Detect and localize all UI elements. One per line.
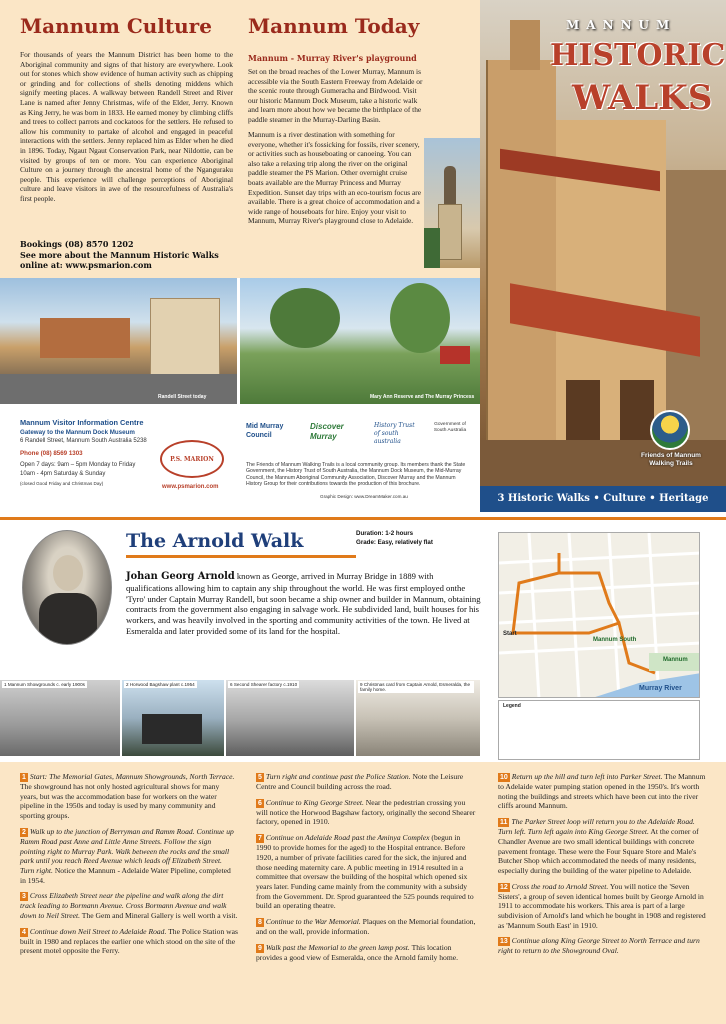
friends-logo-icon xyxy=(650,410,690,450)
photo-caption-4: 9 Christmas card from Captain Arnold, Esmeralda, the family home. xyxy=(358,681,474,693)
psmarion-url[interactable]: www.psmarion.com xyxy=(162,484,219,490)
walk-step-5 xyxy=(256,772,476,792)
step-number: 13 xyxy=(500,938,508,946)
psmarion-logo-text: P.S. MARION xyxy=(170,455,214,463)
step-direction: Start: The Memorial Gates, Mannum Showgrounds, North Terrace. xyxy=(29,772,235,781)
walk-duration: Duration: 1-2 hours xyxy=(356,530,414,537)
title-underline xyxy=(126,555,356,558)
photo-christmas-card xyxy=(356,680,480,756)
step-number: 1 xyxy=(22,774,26,781)
step-direction: Continue down Neil Street to Adelaide Road. xyxy=(29,926,167,936)
photo-showgrounds xyxy=(0,680,120,756)
closed-note: (closed Good Friday and Christmas Day) xyxy=(20,481,104,486)
walk-step-2 xyxy=(20,827,238,886)
step-number: 10 xyxy=(500,774,508,781)
address: 6 Randell Street, Mannum South Australia 5238 xyxy=(20,438,147,444)
walk-step-6 xyxy=(256,798,476,827)
walk-step-8 xyxy=(256,917,476,937)
walk-step-4 xyxy=(20,927,238,956)
walk-step-10 xyxy=(498,772,708,811)
walk-step-7 xyxy=(256,833,476,911)
step-description: This location provides a good view of Esmeralda, once the Arnold family home. xyxy=(256,942,459,962)
map-mannum-south: Mannum South xyxy=(593,637,637,643)
step-direction: Continue to King George Street. xyxy=(265,797,364,807)
info-strip xyxy=(0,404,480,512)
walk-step-13 xyxy=(498,936,708,956)
step-number: 11 xyxy=(500,819,508,827)
cover-word-mannum: MANNUM xyxy=(566,18,677,32)
step-description: The Gem and Mineral Gallery is well worth a visit. xyxy=(80,911,238,921)
today-title: Mannum Today xyxy=(248,14,420,38)
visitor-centre: Mannum Visitor Information Centre xyxy=(20,418,144,427)
step-description: Plaques on the Memorial foundation, and on the wall, provide information. xyxy=(256,917,476,937)
walk-bio xyxy=(126,571,482,637)
today-para1: Set on the broad reaches of the Lower Murray, Mannum is accessible via the South Eastern Freeway from Adelaide or the scenic route through Gumeracha and Birdwood. Visit our historic Mannum Dock Museum, take a historic walk and learn more about how we became the birthplace of the paddle steamer in the Murray-Darling Basin. xyxy=(248,67,423,124)
step-number: 7 xyxy=(258,835,262,843)
randell-caption: Randell Street today xyxy=(158,394,207,400)
culture-body: For thousands of years the Mannum District has been home to the Aboriginal community and signs of that history are everywhere. Look out for stones which show evidence of human activity such as chipping or grinding and for collections of shells denoting middens which signify meeting places. A walkway between Randell Street and River Lane is named after Jenny Christmas, wife of the Elder, Jerry. Known as King Jerry, he was born in 1833. He earned money by climbing cliffs and trees to collect parrots and cockatoos for the settlers. He refused to allow his community to partake of alcohol and engaged in peaceful interactions with the settlers. Jenny replaced him as Elder when he died in 1896. Today, Ngaut Ngaut Conservation Park, near Nildottie, can be visited by groups of ten or more. You can experience Aboriginal Culture on a journey through the ancestral home of the Nganguraku people. This experience will challenge perceptions of Aboriginal culture and leave visitors in awe of the resourcefulness of Australia's first people. xyxy=(20,50,233,203)
step-description: (begun in 1990 to provide homes for the aged) to the Hospital entrance. Before 1920, a number of private facilities cared for the sick, the injured and those needing maternity care. A public meeting in 1914 resulted in a committee that oversaw the building of the hospital which opened six years later. Funding came mainly from the community with a subsidy from the Government. Dr. Sprod guaranteed the 525 pounds required to build an operating theatre. xyxy=(256,833,474,911)
arnold-portrait xyxy=(22,530,112,645)
step-direction: Continue along King George Street to North Terrace and turn right to return to the Showground Oval. xyxy=(498,936,700,956)
map-mannum: Mannum xyxy=(663,657,688,663)
bio-text: known as George, arrived in Murray Bridge in 1889 with qualifications allowing him to captain any ship throughout the world. He was first employed onthe 'Tyro' under Captain Murray Randell, but soon became a ship owner and builder in Mannum, obtaining contracts from the government also engaging in salvage work. He subdivided land, built houses for his workers, and was heavily involved in the sporting and community activities of the town. He lived at Esmeralda and later provided some of its land for the hospital. xyxy=(126,571,481,636)
hours-weekend: 10am - 4pm Saturday & Sunday xyxy=(20,471,106,477)
step-direction: Return up the hill and turn left into Parker Street. xyxy=(511,772,663,781)
step-direction: The Parker Street loop will return you to the Adelaide Road. Turn left. Turn left again into King George Street. xyxy=(498,817,695,837)
step-number: 5 xyxy=(258,774,262,781)
graphic-design-credit: Graphic Design: www.DreamMaker.com.au xyxy=(320,494,408,499)
walk-step-12 xyxy=(498,882,708,931)
cover-word-historic: HISTORIC xyxy=(550,38,726,73)
today-panel xyxy=(240,0,480,278)
walk-grade: Grade: Easy, relatively flat xyxy=(356,539,433,546)
today-subtitle: Mannum - Murray River's playground xyxy=(248,53,417,63)
walk-step-11 xyxy=(498,817,708,876)
divider xyxy=(0,517,726,520)
mary-ann-caption: Mary Ann Reserve and The Murray Princess xyxy=(370,394,475,400)
step-number: 8 xyxy=(258,919,262,927)
psmarion-logo-icon xyxy=(160,440,224,478)
steps-column-1 xyxy=(20,772,238,962)
mary-ann-reserve-photo xyxy=(240,278,480,404)
step-direction: Cross Elizabeth Street near the pipeline and walk along the dirt track leading to Bormann Avenue. Cross Bormann Avenue and walk down to Neil Street. xyxy=(20,891,227,921)
mid-murray-logo: Mid Murray Council xyxy=(246,423,284,439)
today-para2: Mannum is a river destination with something for everyone, whether it's fossicking for fossils, river scenery, or activities such as houseboating or canoeing. You can also take a relaxing trip along the river on the original paddle steamer the PS Marion. Other overnight cruise boats available are the Murray Princess and Murray Expedition. Sunset day trips with an eco-tourism focus are available. There is a great choice of accommodation and a wide range of houseboats for hire. Enjoy your visit to Mannum, Murray River's playground close to Adelaide. xyxy=(248,130,422,226)
step-number: 12 xyxy=(500,883,508,891)
bookings: Bookings (08) 8570 1202 xyxy=(20,239,134,249)
walk-title: The Arnold Walk xyxy=(126,530,304,552)
discover-murray-logo: Discover Murray xyxy=(310,422,344,441)
map-svg xyxy=(499,533,700,698)
step-number: 2 xyxy=(22,828,26,836)
step-direction: Walk up to the junction of Berryman and Ramm Road. Continue up Ramm Road past Anne and Little Anne Streets. Follow the sign pointing right to Murray Park. Walk between the rocks and the small park until you reach Reed Avenue which leads off Elizabeth Street. Turn right. xyxy=(20,826,234,875)
photo-caption-2: 2 Horwood Bagshaw plant c.1954 xyxy=(126,682,195,687)
step-direction: Continue on Adelaide Road past the Aminya Complex xyxy=(265,833,430,843)
steps-panel xyxy=(0,762,726,1024)
step-description: Note the Leisure Centre and Council building across the road. xyxy=(256,772,464,791)
photo-horwood-bagshaw xyxy=(122,680,224,756)
phone[interactable]: Phone (08) 8569 1303 xyxy=(20,450,83,457)
statue-photo xyxy=(424,138,480,268)
steps-column-2 xyxy=(256,772,476,968)
map-river: Murray River xyxy=(639,685,682,692)
steps-column-3 xyxy=(498,772,708,962)
step-description: The Police Station was built in 1980 and replaces the earlier one which stood on the site of the present motel opposite the Ferry. xyxy=(20,926,238,956)
walk-step-1 xyxy=(20,772,238,821)
legend-title: Legend xyxy=(503,703,521,709)
step-description: You will notice the 'Seven Sisters', a group of seven identical homes built by George Arnold in 1911 to accommodate his workers. This area is part of a large subdivision of Arnold's land which he bought in 1908 and registered as 'Mannum South East' in 1910. xyxy=(498,881,706,930)
photo-caption-1: 1 Mannum Showgrounds c. early 1900s xyxy=(4,682,85,687)
map-legend xyxy=(498,700,700,760)
walk-step-9 xyxy=(256,943,476,963)
step-description: At the corner of Chandler Avenue are two small identical buildings with concrete pavement frontage. These were the Four Square Store and Male's Butcher Shop which accommodated the needs of many residents, especially during the building of the water pipeline to Adelaide. xyxy=(498,827,699,875)
step-description: The showground has not only hosted agricultural shows for many years, but was the accommodation base for workers on the water pipeline in the 1950s and today is used by many community and sporting groups. xyxy=(20,782,220,821)
hours-weekday: Open 7 days: 9am – 5pm Monday to Friday xyxy=(20,462,136,468)
step-description: Near the pedestrian crossing you will notice the Horwood Bagshaw factory, originally the second Shearer factory, opened in 1910. xyxy=(256,797,476,827)
step-number: 9 xyxy=(258,944,262,952)
step-number: 3 xyxy=(22,893,26,901)
friends-label: Friends of Mannum Walking Trails xyxy=(641,452,701,467)
step-description: Notice the Mannum - Adelaide Water Pipeline, completed in 1954. xyxy=(20,865,231,885)
gateway: Gateway to the Mannum Dock Museum xyxy=(20,429,135,436)
culture-title: Mannum Culture xyxy=(20,14,212,38)
photo-caption-3: 6 Second Shearer factory c.1910 xyxy=(230,682,298,687)
cover-word-walks: WALKS xyxy=(572,78,713,118)
culture-panel xyxy=(0,0,240,278)
step-direction: Turn right and continue past the Police Station. xyxy=(265,772,411,781)
step-number: 6 xyxy=(258,799,262,807)
history-trust-logo: History Trust of south australia xyxy=(374,422,415,445)
randell-street-photo xyxy=(0,278,237,404)
govt-sa-logo: Government of South Australia xyxy=(433,422,467,433)
walk-step-3 xyxy=(20,891,238,920)
step-direction: Walk past the Memorial to the green lamp post. xyxy=(265,942,410,952)
cover-banner: 3 Historic Walks • Culture • Heritage xyxy=(480,486,726,512)
step-direction: Cross the road to Arnold Street. xyxy=(511,881,609,891)
step-direction: Continue to the War Memorial. xyxy=(265,917,361,927)
see-more-link[interactable]: See more about the Mannum Historic Walks online at: www.psmarion.com xyxy=(20,250,219,270)
map-start: Start xyxy=(503,631,517,637)
photo-shearer-factory xyxy=(226,680,354,756)
bio-name: Johan Georg Arnold xyxy=(126,571,235,582)
credits: The Friends of Mannum Walking Trails is a local community group. Its members thank the State Government, the History Trust of South Australia, the Mannum Dock Museum, the Mid-Murray Council, the Mannum Aboriginal Community Association, Discover Murray and the Mannum History Group for their contributions towards the production of this brochure. xyxy=(246,462,466,488)
step-number: 4 xyxy=(22,928,26,936)
walk-map[interactable] xyxy=(498,532,700,698)
step-description: The Mannum to Adelaide water pumping station opened in the 1950's. It's worth noting the buildings and streets which have been cut into the river cliffs around Mannum. xyxy=(498,772,706,811)
